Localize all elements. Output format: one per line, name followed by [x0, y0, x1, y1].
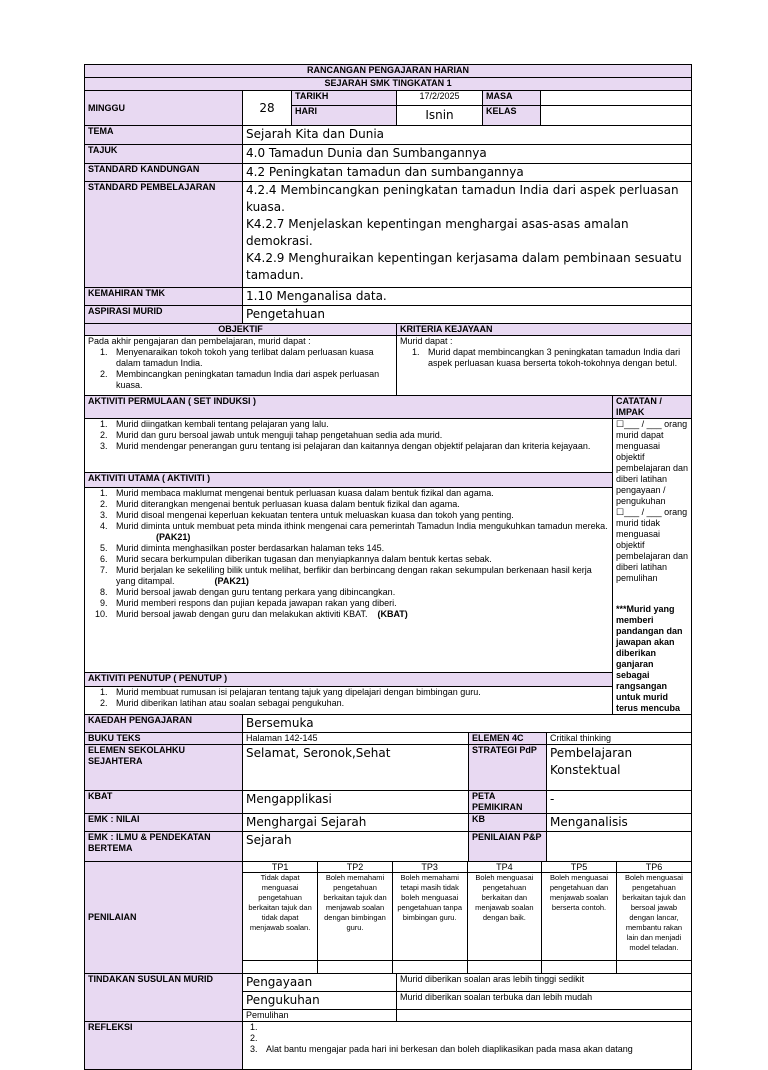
sekolahku-value: Selamat, Seronok,Sehat — [243, 745, 469, 791]
penutup-content — [85, 687, 613, 715]
susulan-label: TINDAKAN SUSULAN MURID — [85, 973, 243, 1021]
catatan-note: ***Murid yang memberi pandangan dan jawapan akan diberikan ganjaran sebagai rangsangan untuk murid terus mencuba — [616, 604, 683, 713]
aktiviti-item: 3. Murid disoal mengenai keperluan kekuatan tentera untuk meluaskan kuasa dan tokoh yang penting. — [110, 510, 609, 521]
minggu-label: MINGGU — [85, 91, 243, 126]
hari-value: Isnin — [397, 106, 483, 126]
kb-label: KB — [469, 814, 547, 832]
kriteria-item: 1. Murid dapat membincangkan 3 peningkatan tamadun India dari aspek perluasan kuasa berserta tokoh-tokohnya dengan betul. — [422, 347, 688, 369]
tp2-head: TP2 — [318, 862, 393, 873]
pengukuhan-label: Pengukuhan — [243, 991, 397, 1009]
tmk-value: 1.10 Menganalisa data. — [243, 288, 692, 306]
strategi-label: STRATEGI PdP — [469, 745, 547, 791]
tp5-mark — [542, 961, 617, 973]
objektif-item: 1. Menyenaraikan tokoh tokoh yang terlibat dalam perluasan kuasa dalam tamadun India. — [110, 347, 393, 369]
aktiviti-item: 8. Murid bersoal jawab dengan guru tentang perkara yang dibincangkan. — [110, 587, 609, 598]
aktiviti-item: 9. Murid memberi respons dan pujian kepada jawapan rakan yang diberi. — [110, 598, 609, 609]
tp5-head: TP5 — [542, 862, 617, 873]
tp3-desc: Boleh memahami tetapi masih tidak boleh menguasai pengetahuan tanpa bimbingan guru. — [392, 873, 467, 961]
tp1-desc: Tidak dapat menguasai pengetahuan berkaitan tajuk dan tidak dapat menjawab soalan. — [243, 873, 318, 961]
emk-nilai-value: Menghargai Sejarah — [243, 814, 469, 832]
emk-nilai-label: EMK : NILAI — [85, 814, 243, 832]
tp5-desc: Boleh menguasai pengetahuan dan menjawab soalan berserta contoh. — [542, 873, 617, 961]
tp3-mark — [392, 961, 467, 973]
aktiviti-item: 5. Murid diminta menghasilkan poster berdasarkan halaman teks 145. — [110, 543, 609, 554]
kelas-value — [541, 106, 692, 126]
sk-value: 4.2 Peningkatan tamadun dan sumbangannya — [243, 164, 692, 182]
kriteria-intro: Murid dapat : — [400, 336, 453, 346]
kbat-label: KBAT — [85, 791, 243, 814]
catatan-tidak-menguasai: ☐___ / ___ orang murid tidak menguasai objektif pembelajaran dan diberi latihan pemulihan — [616, 507, 689, 583]
penilaian-tp-grid — [243, 862, 692, 974]
penutup-item: 2. Murid diberikan latihan atau soalan sebagai pengukuhan. — [110, 698, 609, 709]
pengukuhan-desc: Murid diberikan soalan terbuka dan lebih mudah — [397, 991, 692, 1009]
minggu-value: 28 — [243, 91, 292, 126]
catatan-label: CATATAN / IMPAK — [613, 396, 692, 419]
tarikh-label: TARIKH — [292, 91, 397, 106]
penutup-label: AKTIVITI PENUTUP ( PENUTUP ) — [85, 672, 613, 686]
objektif-label: OBJEKTIF — [85, 324, 397, 336]
elemen-4c-value: Critikal thinking — [547, 733, 692, 745]
tarikh-value: 17/2/2025 — [397, 91, 483, 106]
aspirasi-value: Pengetahuan — [243, 306, 692, 324]
set-induksi-content — [85, 419, 613, 473]
tp1-head: TP1 — [243, 862, 318, 873]
objektif-intro: Pada akhir pengajaran dan pembelajaran, murid dapat : — [88, 336, 311, 346]
sp-line: 4.2.4 Membincangkan peningkatan tamadun India dari aspek perluasan kuasa. — [246, 183, 679, 214]
strategi-value: Pembelajaran Konstektual — [547, 745, 692, 791]
sekolahku-label: ELEMEN SEKOLAHKU SEJAHTERA — [85, 745, 243, 791]
pak21-tag: (PAK21) — [156, 531, 191, 542]
sp-value — [243, 182, 692, 288]
kriteria-content — [397, 336, 692, 396]
penilaian-pdp-value — [547, 832, 692, 862]
tp3-head: TP3 — [392, 862, 467, 873]
tp1-mark — [243, 961, 318, 973]
penutup-item: 1. Murid membuat rumusan isi pelajaran tentang tajuk yang dipelajari dengan bimbingan guru. — [110, 687, 609, 698]
tmk-label: KEMAHIRAN TMK — [85, 288, 243, 306]
lesson-plan-table — [84, 64, 692, 1070]
sk-label: STANDARD KANDUNGAN — [85, 164, 243, 182]
kb-value: Menganalisis — [547, 814, 692, 832]
tp4-mark — [467, 961, 542, 973]
aspirasi-label: ASPIRASI MURID — [85, 306, 243, 324]
sp-label: STANDARD PEMBELAJARAN — [85, 182, 243, 288]
pengayaan-label: Pengayaan — [243, 973, 397, 991]
kbat-value: Mengapplikasi — [243, 791, 469, 814]
sp-line: K4.2.7 Menjelaskan kepentingan menghargai asas-asas amalan demokrasi. — [246, 217, 629, 248]
set-induksi-item: 2. Murid dan guru bersoal jawab untuk menguji tahap pengetahuan sedia ada murid. — [110, 430, 609, 441]
elemen-4c-label: ELEMEN 4C — [469, 733, 547, 745]
refleksi-content — [243, 1021, 692, 1069]
objektif-content — [85, 336, 397, 396]
tajuk-label: TAJUK — [85, 145, 243, 164]
refleksi-item — [260, 1022, 688, 1033]
peta-label: PETA PEMIKIRAN — [469, 791, 547, 814]
tp4-head: TP4 — [467, 862, 542, 873]
catatan-menguasai: ☐___ / ___ orang murid dapat menguasai objektif pembelajaran dan diberi latihan pengayaan / pengukuhan — [616, 419, 689, 506]
aktiviti-utama-content — [85, 487, 613, 672]
tajuk-value: 4.0 Tamadun Dunia dan Sumbangannya — [243, 145, 692, 164]
aktiviti-item: 1. Murid membaca maklumat mengenai bentuk perluasan kuasa dalam bentuk fizikal dan agama. — [110, 488, 609, 499]
buku-teks-value: Halaman 142-145 — [243, 733, 469, 745]
pak21-tag: (PAK21) — [214, 575, 249, 586]
hari-label: HARI — [292, 106, 397, 126]
masa-label: MASA — [483, 91, 541, 106]
aktiviti-item: 4. Murid diminta untuk membuat peta minda ithink mengenai cara pemerintah Tamadun India mengukuhkan tamadun mereka.(PAK21) — [110, 521, 609, 543]
refleksi-item: 3. Alat bantu mengajar pada hari ini berkesan dan boleh diaplikasikan pada masa akan datang — [260, 1044, 688, 1055]
tema-value: Sejarah Kita dan Dunia — [243, 126, 692, 145]
aktiviti-item: 10. Murid bersoal jawab dengan guru dan melakukan aktiviti KBAT. (KBAT) — [110, 609, 609, 620]
kriteria-label: KRITERIA KEJAYAAN — [397, 324, 692, 336]
pengayaan-desc: Murid diberikan soalan aras lebih tinggi sedikit — [397, 973, 692, 991]
lesson-plan — [84, 64, 689, 1070]
tp-table — [243, 862, 691, 973]
tp6-head: TP6 — [616, 862, 691, 873]
sp-line: K4.2.9 Menghuraikan kepentingan kerjasama dalam pembinaan sesuatu tamadun. — [246, 251, 682, 282]
tp6-mark — [616, 961, 691, 973]
refleksi-item — [260, 1033, 688, 1044]
kaedah-value: Bersemuka — [243, 715, 692, 733]
set-induksi-item: 3. Murid mendengar penerangan guru tentang isi pelajaran dan kaitannya dengan objektif pelajaran dan kriteria kejayaan. — [110, 441, 609, 452]
catatan-content — [613, 419, 692, 715]
tp4-desc: Boleh menguasai pengetahuan berkaitan dan menjawab soalan dengan baik. — [467, 873, 542, 961]
tp2-mark — [318, 961, 393, 973]
peta-value: - — [547, 791, 692, 814]
tema-label: TEMA — [85, 126, 243, 145]
tp2-desc: Boleh memahami pengetahuan berkaitan tajuk dan menjawab soalan dengan bimbingan guru. — [318, 873, 393, 961]
refleksi-label: REFLEKSI — [85, 1021, 243, 1069]
aktiviti-item: 7. Murid berjalan ke sekeliling bilik untuk melihat, berfikir dan berbincang dengan rakan sekumpulan berkenaan hasil kerja yang ditampal. (PAK21) — [110, 565, 609, 587]
masa-value — [541, 91, 692, 106]
emk-ilmu-label: EMK : ILMU & PENDEKATAN BERTEMA — [85, 832, 243, 862]
aktiviti-item: 6. Murid secara berkumpulan diberikan tugasan dan menyiapkannya dalam bentuk kertas sebak. — [110, 554, 609, 565]
tp6-desc: Boleh menguasai pengetahuan berkaitan tajuk dan bersoal jawab dengan lancar, membantu rakan lain dan menjadi model teladan. — [616, 873, 691, 961]
aktiviti-item: 2. Murid diterangkan mengenai bentuk perluasan kuasa dalam bentuk fizikal dan agama. — [110, 499, 609, 510]
doc-title: RANCANGAN PENGAJARAN HARIAN — [85, 65, 692, 78]
set-induksi-label: AKTIVITI PERMULAAN ( SET INDUKSI ) — [85, 396, 613, 419]
pemulihan-label: Pemulihan — [243, 1009, 397, 1021]
set-induksi-item: 1. Murid diingatkan kembali tentang pelajaran yang lalu. — [110, 419, 609, 430]
aktiviti-utama-label: AKTIVITI UTAMA ( AKTIVITI ) — [85, 473, 613, 487]
objektif-item: 2. Membincangkan peningkatan tamadun India dari aspek perluasan kuasa. — [110, 369, 393, 391]
pemulihan-desc — [397, 1009, 692, 1021]
penilaian-label: PENILAIAN — [85, 862, 243, 974]
emk-ilmu-value: Sejarah — [243, 832, 469, 862]
buku-teks-label: BUKU TEKS — [85, 733, 243, 745]
penilaian-pdp-label: PENILAIAN P&P — [469, 832, 547, 862]
kelas-label: KELAS — [483, 106, 541, 126]
doc-subtitle: SEJARAH SMK TINGKATAN 1 — [85, 78, 692, 91]
kaedah-label: KAEDAH PENGAJARAN — [85, 715, 243, 733]
kbat-tag: (KBAT) — [377, 608, 408, 619]
